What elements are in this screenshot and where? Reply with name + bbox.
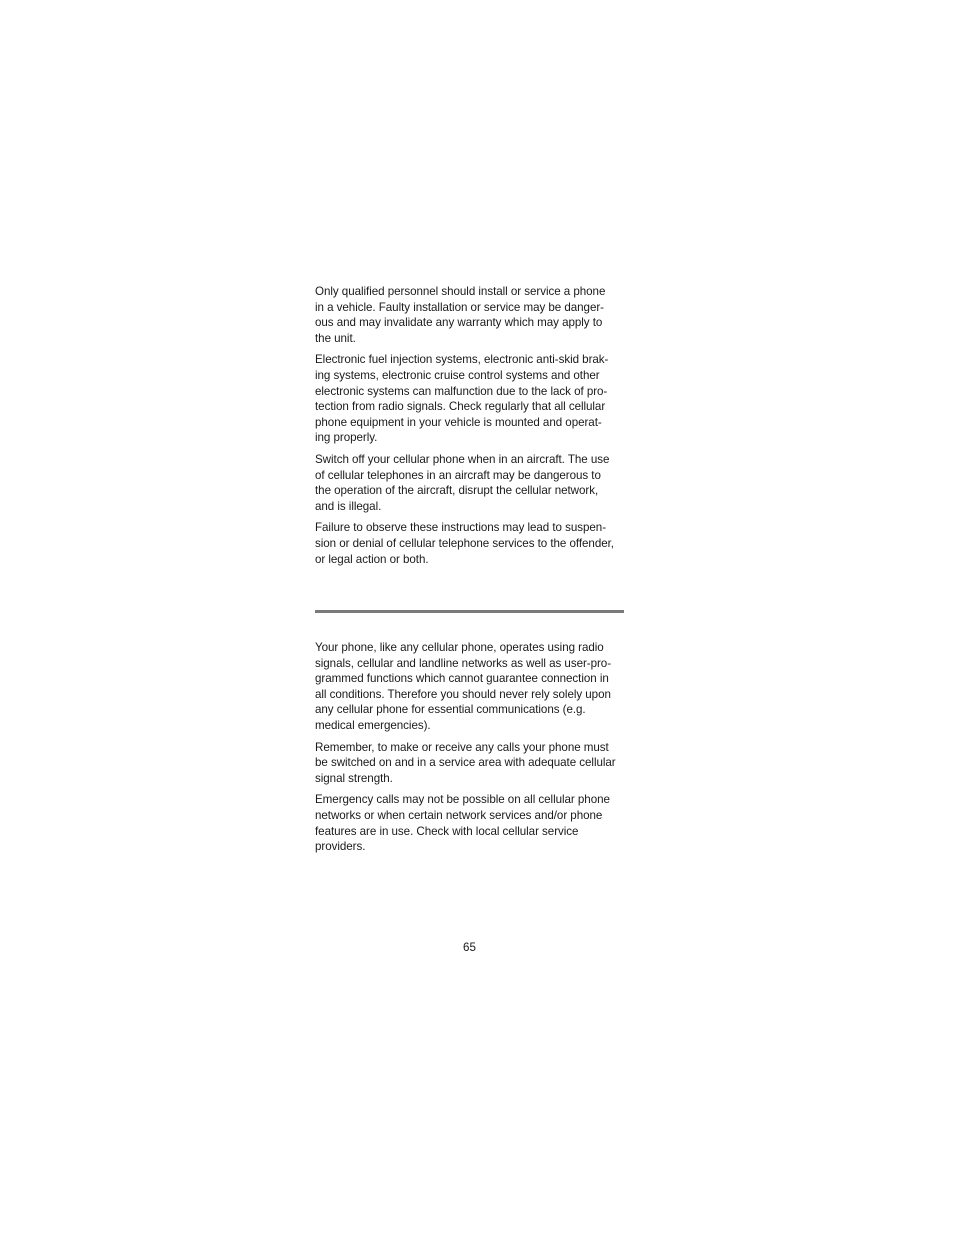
emergency-calls-section: [315, 640, 625, 861]
paragraph-electronic-systems: Electronic fuel injection systems, electronic anti-skid brak- ing systems, electronic cruise control systems and other electronic systems can malfunction due to the lack of pro- tection from radio signals. Check regularly that all cellular phone equipment in your vehicle is mounted and operat- ing properly.: [315, 353, 609, 445]
paragraph-aircraft: Switch off your cellular phone when in an aircraft. The use of cellular telephones in an aircraft may be dangerous to the operation of the aircraft, disrupt the cellular network, and is illegal.: [315, 452, 610, 513]
paragraph-vehicle-installation: Only qualified personnel should install or service a phone in a vehicle. Faulty installation or service may be danger- ous and may invalidate any warranty which may apply to the unit.: [315, 285, 606, 345]
section-divider: [315, 610, 624, 613]
page-number: 65: [463, 941, 476, 954]
vehicle-aircraft-safety-section: [315, 284, 625, 573]
paragraph-switched-on: Remember, to make or receive any calls your phone must be switched on and in a service area with adequate cellular signal strength.: [315, 740, 616, 785]
paragraph-network-reliance: Your phone, like any cellular phone, operates using radio signals, cellular and landline networks as well as user-pro- grammed functions which cannot guarantee connection in all conditions. Therefore you should never rely solely upon any cellular phone for essential communications (e.g. medical emergencies).: [315, 641, 612, 732]
paragraph-failure-to-observe: Failure to observe these instructions may lead to suspen- sion or denial of cellular telephone services to the offender, or legal action or both.: [315, 521, 614, 566]
paragraph-emergency-calls: Emergency calls may not be possible on all cellular phone networks or when certain network services and/or phone features are in use. Check with local cellular service providers.: [315, 793, 610, 854]
